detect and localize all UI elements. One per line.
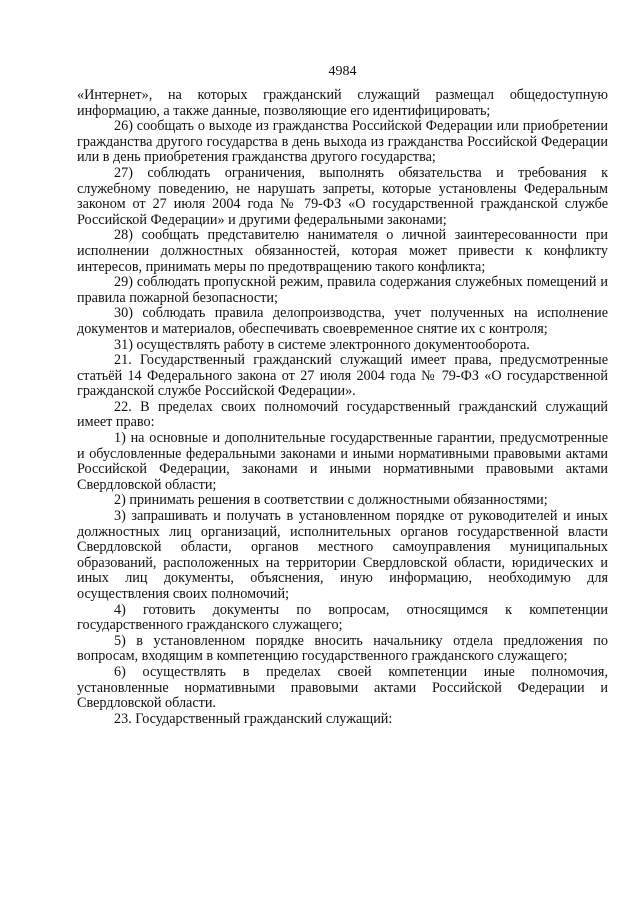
paragraph: 4) готовить документы по вопросам, относящимся к компетенции государственного гражданского служащего; (77, 601, 608, 634)
paragraph: 6) осуществлять в пределах своей компетенции иные полномочия, установленные нормативными правовыми актами Российской Федерации и Свердловской области. (77, 663, 608, 712)
paragraph: 30) соблюдать правила делопроизводства, учет полученных на исполнение документов и материалов, обеспечивать своевременное снятие их с контроля; (77, 305, 608, 337)
page-number: 4984 (328, 64, 357, 79)
paragraph: 28) сообщать представителю нанимателя о личной заинтересованности при исполнении должностных обязанностей, которая может привести к конфликту интересов, принимать меры по предотвращению такого конфликта; (77, 227, 608, 275)
paragraph: 27) соблюдать ограничения, выполнять обязательства и требования к служебному поведению, не нарушать запреты, которые установлены Федеральным законом от 27 июля 2004 года № 79-ФЗ «О государственной гражданской службе Российской Федерации» и другими федеральными законами; (77, 164, 608, 228)
paragraph: 3) запрашивать и получать в установленном порядке от руководителей и иных должностных лиц организаций, исполнительных органов государственной власти Свердловской области, органов местного самоуправления муниципальных образований, расположенных на территории Свердловской области, юридических и иных лиц документы, объяснения, иную информацию, необходимую для осуществления своих полномочий; (77, 508, 608, 602)
paragraph: 21. Государственный гражданский служащий имеет права, предусмотренные статьёй 14 Федерального закона от 27 июля 2004 года № 79-ФЗ «О государственной гражданской службе Российской Федерации». (77, 352, 608, 400)
paragraph: 22. В пределах своих полномочий государственный гражданский служащий имеет право: (77, 398, 608, 431)
paragraph: 23. Государственный гражданский служащий: (114, 710, 393, 727)
paragraph: 26) сообщать о выходе из гражданства Российской Федерации или приобретении гражданства другого государства в день выхода из гражданства Российской Федерации или в день приобретения гражданства другого государства; (77, 118, 608, 166)
paragraph: «Интернет», на которых гражданский служащий размещал общедоступную информацию, а также данные, позволяющие его идентифицировать; (77, 87, 608, 119)
document-body (77, 88, 608, 727)
paragraph: 2) принимать решения в соответствии с должностными обязанностями; (114, 492, 548, 509)
paragraph: 5) в установленном порядке вносить начальнику отдела предложения по вопросам, входящим в компетенцию государственного гражданского служащего; (77, 632, 608, 665)
paragraph: 1) на основные и дополнительные государственные гарантии, предусмотренные и обусловленные федеральными законами и иными нормативными правовыми актами Российской Федерации, законами и иными нормативными правовыми актами Свердловской области; (77, 430, 608, 493)
paragraph: 29) соблюдать пропускной режим, правила содержания служебных помещений и правила пожарной безопасности; (77, 274, 608, 306)
paragraph: 31) осуществлять работу в системе электронного документооборота. (114, 336, 530, 353)
